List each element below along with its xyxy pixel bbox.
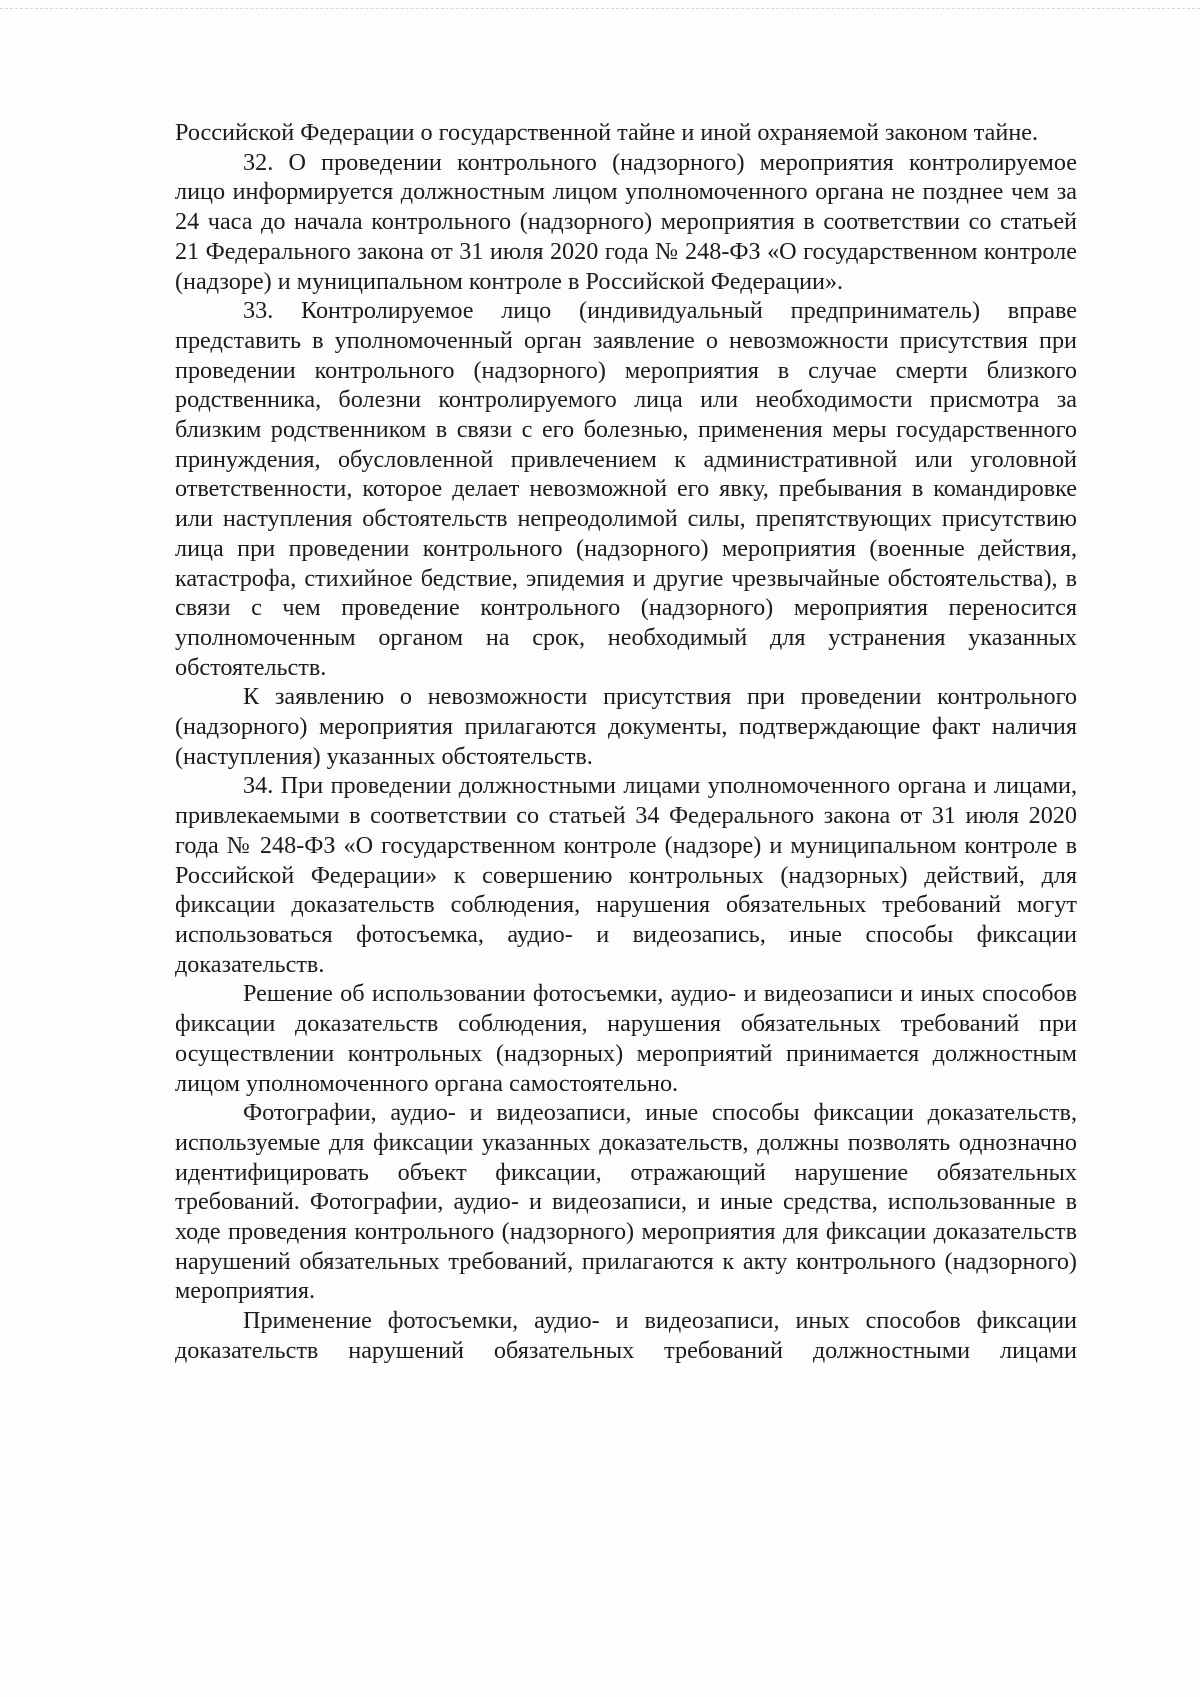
- paragraph-32: 32. О проведении контрольного (надзорного) мероприятия контролируемое лицо информируется должностным лицом уполномоченного органа не позднее чем за 24 часа до начала контрольного (надзорного) мероприятия в соответствии со статьей 21 Федерального закона от 31 июля 2020 года № 248-ФЗ «О государственном контроле (надзоре) и муниципальном контроле в Российской Федерации».: [175, 148, 1077, 295]
- paragraph-34: 34. При проведении должностными лицами уполномоченного органа и лицами, привлекаемыми в соответствии со статьей 34 Федерального закона от 31 июля 2020 года № 248-ФЗ «О государственном контроле (надзоре) и муниципальном контроле в Российской Федерации» к совершению контрольных (надзорных) действий, для фиксации доказательств соблюдения, нарушения обязательных требований могут использоваться фотосъемка, аудио- и видеозапись, иные способы фиксации доказательств.: [175, 772, 1077, 978]
- paragraph-34-photos: Фотографии, аудио- и видеозаписи, иные способы фиксации доказательств, используемые для фиксации указанных доказательств, должны позволять однозначно идентифицировать объект фиксации, отражающий нарушение обязательных требований. Фотографии, аудио- и видеозаписи, и иные средства, использованные в ходе проведения контрольного (надзорного) мероприятия для фиксации доказательств нарушений обязательных требований, прилагаются к акту контрольного (надзорного) мероприятия.: [175, 1099, 1077, 1305]
- paragraph-34-decision: Решение об использовании фотосъемки, аудио- и видеозаписи и иных способов фиксации доказательств соблюдения, нарушения обязательных требований при осуществлении контрольных (надзорных) мероприятий принимается должностным лицом уполномоченного органа самостоятельно.: [175, 980, 1077, 1097]
- paragraph-33-attachment: К заявлению о невозможности присутствия при проведении контрольного (надзорного) мероприятия прилагаются документы, подтверждающие факт наличия (наступления) указанных обстоятельств.: [175, 683, 1077, 770]
- paragraph-34-application: Применение фотосъемки, аудио- и видеозаписи, иных способов фиксации доказательств нарушений обязательных требований должностными лицами: [175, 1307, 1077, 1364]
- paragraph-continuation: Российской Федерации о государственной тайне и иной охраняемой законом тайне.: [175, 119, 1039, 146]
- document-body: [175, 118, 1077, 1366]
- scan-edge-line: [0, 8, 1200, 9]
- paragraph-33: 33. Контролируемое лицо (индивидуальный предприниматель) вправе представить в уполномоченный орган заявление о невозможности присутствия при проведении контрольного (надзорного) мероприятия в случае смерти близкого родственника, болезни контролируемого лица или необходимости присмотра за близким родственником в связи с его болезнью, применения меры государственного принуждения, обусловленной привлечением к административной или уголовной ответственности, которое делает невозможной его явку, пребывания в командировке или наступления обстоятельств непреодолимой силы, препятствующих присутствию лица при проведении контрольного (надзорного) мероприятия (военные действия, катастрофа, стихийное бедствие, эпидемия и другие чрезвычайные обстоятельства), в связи с чем проведение контрольного (надзорного) мероприятия переносится уполномоченным органом на срок, необходимый для устранения указанных обстоятельств.: [175, 297, 1077, 681]
